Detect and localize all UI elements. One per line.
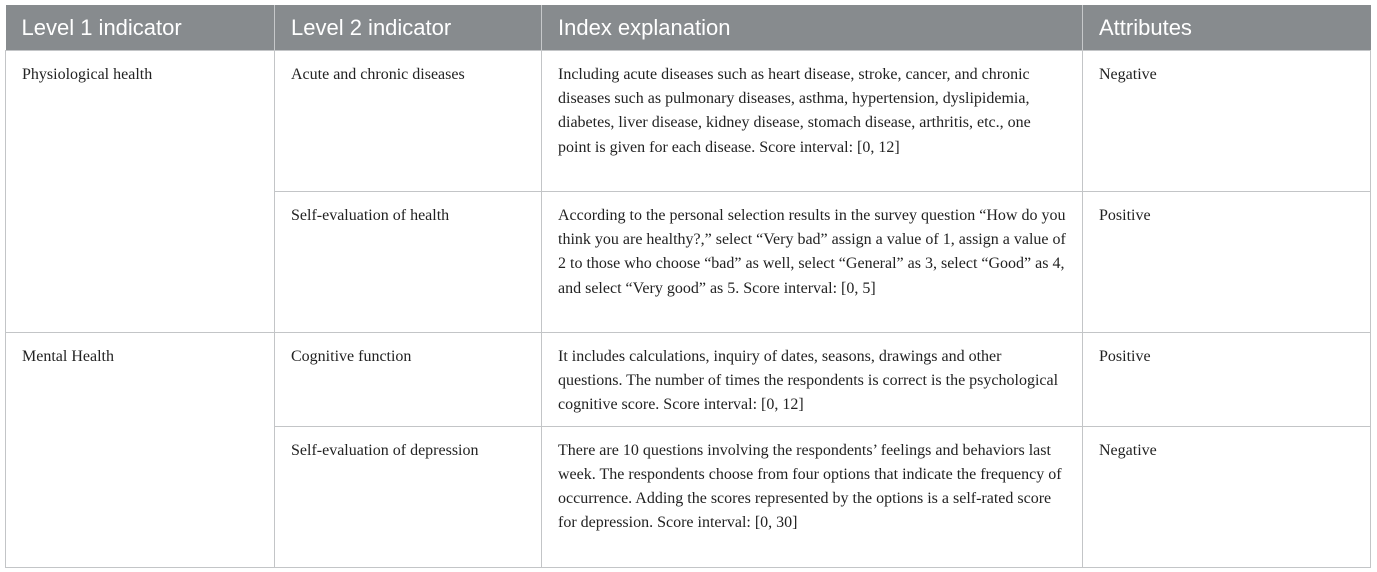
header-attributes: Attributes	[1083, 5, 1371, 51]
level1-cell: Mental Health	[6, 333, 275, 568]
attribute-cell: Positive	[1083, 192, 1371, 333]
level2-cell: Self-evaluation of depression	[275, 426, 542, 567]
header-row	[6, 5, 1371, 51]
explanation-cell: There are 10 questions involving the respondents’ feelings and behaviors last week. The respondents choose from four options that indicate the frequency of occurrence. Adding the scores represented by the options is a self-rated score for depression. Score interval: [0, 30]	[542, 426, 1083, 567]
explanation-cell: Including acute diseases such as heart disease, stroke, cancer, and chronic diseases such as pulmonary diseases, asthma, hypertension, dyslipidemia, diabetes, liver disease, kidney disease, stomach disease, arthritis, etc., one point is given for each disease. Score interval: [0, 12]	[542, 51, 1083, 192]
table-row	[6, 51, 1371, 192]
header-level1: Level 1 indicator	[6, 5, 275, 51]
header-level2: Level 2 indicator	[275, 5, 542, 51]
level2-cell: Acute and chronic diseases	[275, 51, 542, 192]
level2-cell: Cognitive function	[275, 333, 542, 427]
attribute-cell: Negative	[1083, 426, 1371, 567]
header-explanation: Index explanation	[542, 5, 1083, 51]
table-row	[6, 333, 1371, 427]
explanation-cell: According to the personal selection results in the survey question “How do you think you are healthy?,” select “Very bad” assign a value of 1, assign a value of 2 to those who choose “bad” as well, select “General” as 3, select “Good” as 4, and select “Very good” as 5. Score interval: [0, 5]	[542, 192, 1083, 333]
explanation-cell: It includes calculations, inquiry of dates, seasons, drawings and other questions. The number of times the respondents is correct is the psychological cognitive score. Score interval: [0, 12]	[542, 333, 1083, 427]
attribute-cell: Negative	[1083, 51, 1371, 192]
indicator-table	[5, 5, 1371, 568]
attribute-cell: Positive	[1083, 333, 1371, 427]
level1-cell: Physiological health	[6, 51, 275, 333]
level2-cell: Self-evaluation of health	[275, 192, 542, 333]
